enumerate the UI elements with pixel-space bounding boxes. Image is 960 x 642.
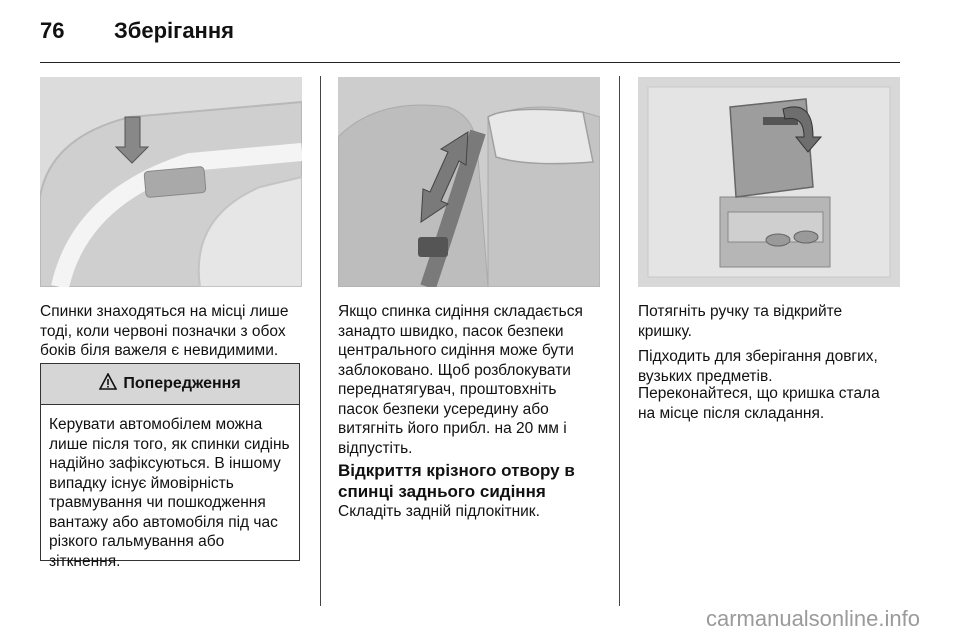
- warning-box: [40, 363, 300, 570]
- warning-triangle-icon: [99, 373, 117, 395]
- page-header: [40, 14, 900, 48]
- column-divider-2: [619, 76, 620, 606]
- column-divider-1: [320, 76, 321, 606]
- paragraph-long-items: Підходить для зберігання довгих, вузьких предметів.: [638, 348, 878, 385]
- section-heading-pass-through: Відкриття крізного отвору в спинці заднього сидіння: [338, 461, 575, 501]
- paragraph-fold-armrest: Складіть задній підлокітник.: [338, 503, 540, 520]
- warning-title: Попередження: [123, 375, 241, 392]
- warning-header: [41, 364, 299, 405]
- figure-center-seatbelt: [338, 77, 600, 287]
- watermark: carmanualsonline.info: [705, 606, 920, 631]
- figure-seat-backrest-lever: [40, 77, 302, 287]
- page-number: 76: [40, 18, 65, 43]
- paragraph-backrest-lock: Спинки знаходяться на місці лише тоді, коли червоні позначки з обох боків біля важеля є невидимими.: [40, 303, 289, 359]
- header-divider: [40, 62, 900, 63]
- paragraph-pull-handle: Потягніть ручку та відкрийте кришку.: [638, 303, 843, 340]
- warning-text: Керувати автомобілем можна лише після того, як спинки сидінь надійно зафіксуються. В іншому випадку існує ймовірність травмування чи пошкодження вантажу або автомобіля під час різкого гальмування або зіткнення.: [49, 416, 290, 570]
- figure-pass-through-hatch: [638, 77, 900, 287]
- paragraph-check-lid: Переконайтеся, що кришка стала на місце після складання.: [638, 385, 880, 422]
- page-title: Зберігання: [114, 18, 234, 43]
- paragraph-seatbelt-unlock: Якщо спинка сидіння складається занадто швидко, пасок безпеки центрального сидіння може бути заблоковано. Щоб розблокувати переднатягувач, проштовхніть пасок безпеки усередину або витягніть його прибл. на 20 мм і відпустіть.: [338, 303, 583, 457]
